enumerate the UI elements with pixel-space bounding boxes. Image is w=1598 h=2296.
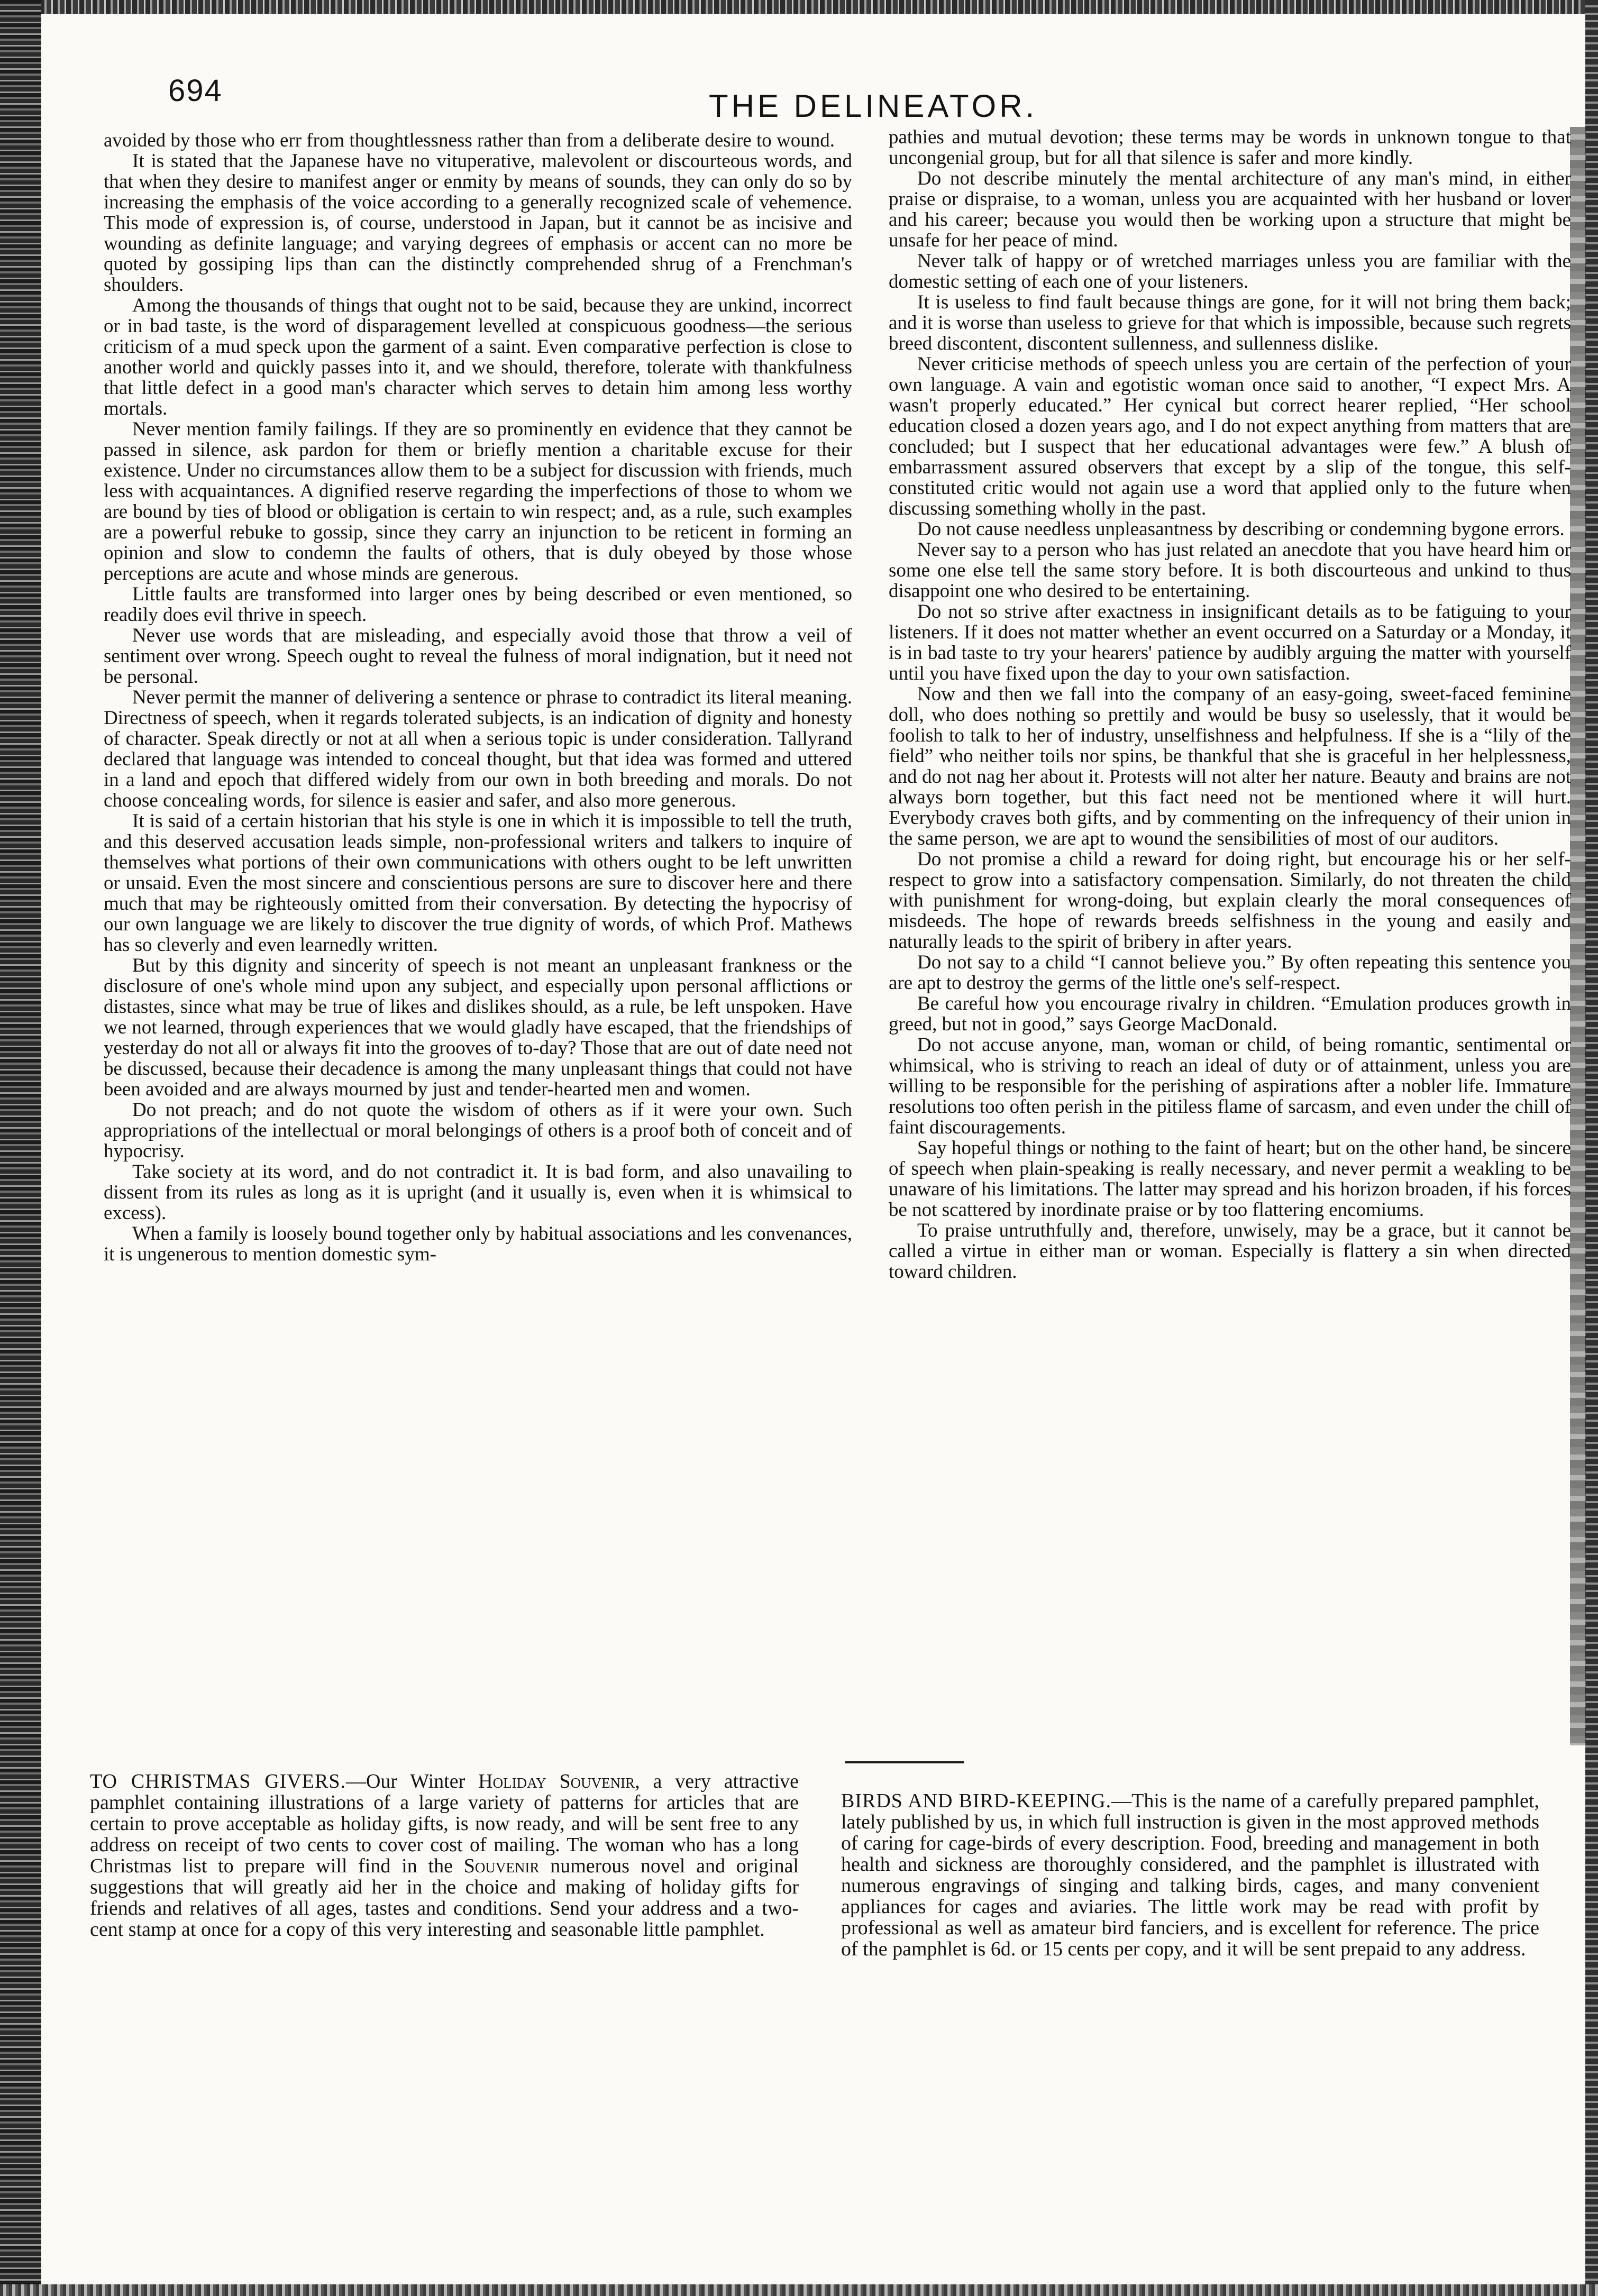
scan-border-top [0,0,1598,14]
paragraph: Take society at its word, and do not contradict it. It is bad form, and also unavailing to dissent from its rules as long as it is upright (and it usually is, even when it is whimsical to excess). [104,1161,852,1224]
paragraph: Never criticise methods of speech unless you are certain of the perfection of your own language. A vain and egotistic woman once said to another, “I expect Mrs. A wasn't properly educated.” Her cynical but correct hearer replied, “Her school education closed a dozen years ago, and I do not expect anything from matters that are concluded; but I suspect that her educational advantages were few.” A blush of embarrassment assured observers that except by a slip of the tongue, this self-constituted critic would not again use a word that applied only to the future when discussing something wholly in the past. [889,353,1571,519]
scan-border-bottom [0,2284,1598,2296]
paragraph: Never say to a person who has just related an anecdote that you have heard him or some one else tell the same story before. It is both discourteous and unkind to thus disappoint one who desired to be entertaining. [889,539,1571,602]
scan-border-right [1585,0,1598,2296]
paragraph: It is stated that the Japanese have no vituperative, malevolent or discourteous words, and that when they desire to manifest anger or enmity by means of sounds, they can only do so by increasing the emphasis of the voice according to a generally recognized scale of vehemence. This mode of expression is, of course, understood in Japan, but it cannot be as incisive and wounding as definite language; and varying degrees of emphasis or accent can no more be quoted by gossiping lips than can the distinctly comprehended shrug of a Frenchman's shoulders. [104,150,852,296]
paragraph: It is said of a certain historian that his style is one in which it is impossible to tell the truth, and this deserved accusation leads simple, non-professional writers and talkers to inquire of themselves what portions of their own communications with others ought to be left unwritten or unsaid. Even the most sincere and conscientious persons are sure to discover here and there much that may be righteously omitted from their conversation. By detecting the hypocrisy of our own language we are likely to discover the true dignity of words, of which Prof. Mathews has so cleverly and even learnedly written. [104,810,852,956]
paragraph: Never mention family failings. If they are so prominently en evidence that they cannot be passed in silence, ask pardon for them or briefly mention a charitable excuse for their existence. Under no circumstances allow them to be a subject for discussion with friends, much less with acquaintances. A dignified reserve regarding the imperfections of those to whom we are bound by ties of blood or obligation is certain to win respect; and, as a rule, such examples are a powerful rebuke to gossip, since they carry an injunction to be reticent in forming an opinion and slow to condemn the faults of others, that is duly obeyed by those whose perceptions are acute and whose minds are generous. [104,418,852,584]
paragraph: pathies and mutual devotion; these terms may be words in unknown tongue to that uncongenial group, but for all that silence is safer and more kindly. [889,127,1571,169]
notice-birds-and-bird-keeping [841,1790,1539,2256]
scan-gutter-shadow [1570,127,1586,1745]
notice-text: —Our Winter [345,1771,479,1792]
paragraph: Say hopeful things or nothing to the faint of heart; but on the other hand, be sincere of speech when plain-speaking is really necessary, and never permit a weakling to be unaware of his limitations. The latter may spread and his horizon broaden, if his forces be not scattered by inordinate praise or by too flattering encomiums. [889,1137,1571,1221]
page-number: 694 [168,74,223,108]
paragraph: Do not accuse anyone, man, woman or child, of being romantic, sentimental or whimsical, who is striving to reach an ideal of duty or of attainment, unless you are willing to be responsible for the perishing of aspirations after a nobler life. Immature resolutions too often perish in the pitiless flame of sarcasm, and even under the chill of faint discouragements. [889,1034,1571,1138]
notice-christmas-givers [90,1771,799,2226]
notice-heading: TO CHRISTMAS GIVERS. [90,1771,346,1792]
paragraph: Among the thousands of things that ought not to be said, because they are unkind, incorrect or in bad taste, is the word of disparagement levelled at conspicuous goodness—the serious criticism of a mud speck upon the garment of a saint. Even comparative perfection is close to another world and quickly passes into it, and we should, therefore, tolerate with thankfulness that little defect in a good man's character which serves to detain him among less worthy mortals. [104,295,852,419]
paragraph: To praise untruthfully and, therefore, unwisely, may be a grace, but it cannot be called a virtue in either man or woman. Especially is flattery a sin when directed toward children. [889,1220,1571,1283]
paragraph: Never permit the manner of delivering a sentence or phrase to contradict its literal meaning. Directness of speech, when it regards tolerated subjects, is an indication of dignity and honesty of character. Speak directly or not at all when a serious topic is under consideration. Tallyrand declared that language was intended to conceal thought, but that idea was formed and uttered in a land and epoch that differed widely from our own in both breeding and morals. Do not choose concealing words, for silence is easier and safer, and also more generous. [104,687,852,811]
running-head: THE DELINEATOR. [709,88,1038,124]
paragraph: It is useless to find fault because things are gone, for it will not bring them back; and it is worse than useless to grieve for that which is impossible, because such regrets breed discontent, discontent sullenness, and sullenness dislike. [889,291,1571,354]
paragraph: Do not say to a child “I cannot believe you.” By often repeating this sentence you are apt to destroy the germs of the little one's self-respect. [889,952,1571,994]
notice-heading: BIRDS AND BIRD-KEEPING. [841,1790,1112,1812]
paragraph: Little faults are transformed into larger ones by being described or even mentioned, so readily does evil thrive in speech. [104,583,852,626]
paragraph: Never talk of happy or of wretched marriages unless you are familiar with the domestic setting of each one of your listeners. [889,250,1571,292]
right-column [889,127,1571,1746]
paragraph: Do not preach; and do not quote the wisdom of others as if it were your own. Such appropriations of the intellectual or moral belongings of others is a proof both of conceit and of hypocrisy. [104,1099,852,1162]
paragraph: Now and then we fall into the company of an easy-going, sweet-faced feminine doll, who does nothing so prettily and would be busy so uselessly, that it would be foolish to talk to her of industry, unselfishness and helpfulness. If she is a “lily of the field” who neither toils nor spins, be thankful that she is graceful in her helplessness, and do not nag her about it. Protests will not alter her nature. Beauty and brains are not always born together, but this fact need not be mentioned where it will hurt. Everybody craves both gifts, and by commenting on the infrequency of their union in the same person, we are apt to wound the sensibilities of most of our auditors. [889,683,1571,849]
paragraph: avoided by those who err from thoughtlessness rather than from a deliberate desire to wound. [104,130,835,151]
notice-smallcaps: Souvenir [463,1855,540,1877]
notice-smallcaps: Holiday Souvenir [478,1771,635,1792]
paragraph: Do not so strive after exactness in insignificant details as to be fatiguing to your listeners. If it does not matter whether an event occurred on a Saturday or a Monday, it is in bad taste to try your hearers' patience by audibly arguing the matter with yourself until you have fixed upon the day to your own satisfaction. [889,601,1571,684]
paragraph: Do not promise a child a reward for doing right, but encourage his or her self-respect to grow into a satisfactory compensation. Similarly, do not threaten the child with punishment for wrong-doing, but explain clearly the moral consequences of misdeeds. The hope of rewards breeds selfishness in the young and easily and naturally leads to the spirit of bribery in after years. [889,848,1571,953]
notice-text: numerous novel and original suggestions that will greatly aid her in the choice and making of holiday gifts for friends and relatives of all ages, tastes and conditions. Send your address and a two-cent stamp at once for a copy of this very interesting and seasonable little pamphlet. [90,1855,799,1941]
paragraph: Do not cause needless unpleasantness by describing or condemning bygone errors. [917,518,1565,540]
paragraph: Never use words that are misleading, and especially avoid those that throw a veil of sentiment over wrong. Speech ought to reveal the fulness of moral indignation, but it need not be personal. [104,625,852,688]
section-divider [845,1761,964,1763]
left-column [104,130,852,1738]
paragraph: Do not describe minutely the mental architecture of any man's mind, in either praise or dispraise, to a woman, unless you are acquainted with her husband or lover and his career; because you would then be working upon a structure that might be unsafe for her peace of mind. [889,168,1571,251]
notice-text: , a very attractive pamphlet containing illustrations of a large variety of patterns for articles that are certain to prove acceptable as holiday gifts, is now ready, and will be sent free to any address on receipt of two cents to cover cost of mailing. The woman who has a long Christmas list to prepare will find in the [90,1771,799,1877]
notice-text: —This is the name of a carefully prepared pamphlet, lately published by us, in which full instruction is given in the most approved methods of caring for cage-birds of every description. Food, breeding and management in both health and sickness are thoroughly considered, and the pamphlet is illustrated with numerous engravings of singing and talking birds, cages, and many convenient appliances for cages and aviaries. The little work may be read with profit by professional as well as amateur bird fanciers, and is excellent for reference. The price of the pamphlet is 6d. or 15 cents per copy, and it will be sent prepaid to any address. [841,1790,1539,1960]
paragraph: Be careful how you encourage rivalry in children. “Emulation produces growth in greed, but not in good,” says George MacDonald. [889,993,1571,1035]
paragraph: But by this dignity and sincerity of speech is not meant an unpleasant frankness or the disclosure of one's whole mind upon any subject, and especially upon personal afflictions or distastes, since what may be true of likes and dislikes should, as a rule, be left unspoken. Have we not learned, through experiences that we would gladly have escaped, that the friendships of yesterday do not all or always fit into the grooves of to-day? Those that are out of date need not be discussed, because their decadence is among the many unpleasant things that could not have been avoided and are always mourned by just and tender-hearted men and women. [104,955,852,1100]
paragraph: When a family is loosely bound together only by habitual associations and les convenances, it is ungenerous to mention domestic sym- [104,1223,852,1265]
scan-border-left [0,0,41,2296]
